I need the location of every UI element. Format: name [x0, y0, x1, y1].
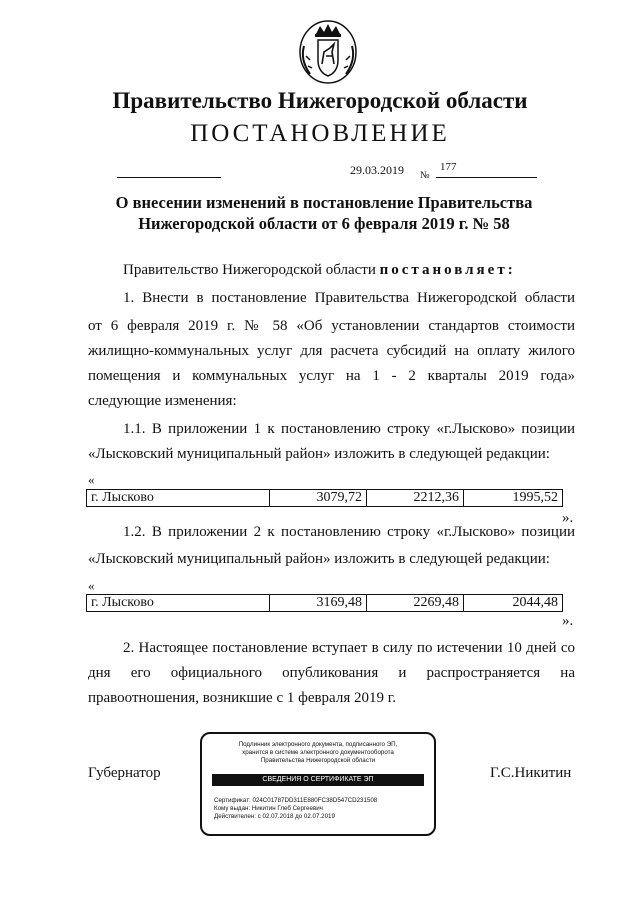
blank-line-left: [117, 177, 221, 178]
item-1-1-line-1: 1.1. В приложении 1 к постановлению строку «г.Лысково» позиции: [123, 421, 575, 437]
table-2: [86, 594, 563, 612]
item-2-line-1: 2. Настоящее постановление вступает в силу по истечении 10 дней со: [123, 640, 575, 656]
signer-position: Губернатор: [88, 765, 161, 781]
item-1-1-line-2: «Лысковский муниципальный район» изложить в следующей редакции:: [88, 446, 550, 462]
table-1: [86, 489, 563, 507]
item-1-2-line-2: «Лысковский муниципальный район» изложить в следующей редакции:: [88, 551, 550, 567]
table-cell-value: 3169,48: [270, 595, 367, 612]
stamp-validity: Действителен: с 02.07.2018 до 02.07.2019: [214, 813, 335, 820]
stamp-issued-to: Кому выдан: Никитин Глеб Сергеевич: [214, 805, 323, 812]
subject-line-2: Нижегородской области от 6 февраля 2019 г. № 58: [138, 214, 510, 233]
item-1-line-4: помещения и коммунальных услуг на 1 - 2 кварталы 2019 года»: [88, 368, 575, 384]
item-1-line-1: 1. Внести в постановление Правительства Нижегородской области: [123, 290, 575, 306]
signer-name: Г.С.Никитин: [490, 765, 572, 781]
document-subject: [100, 192, 548, 234]
item-2-line-3: правоотношения, возникшие с 1 февраля 2019 г.: [88, 690, 396, 706]
number-underline: [436, 177, 537, 178]
stamp-certificate-title: СВЕДЕНИЯ О СЕРТИФИКАТЕ ЭП: [212, 774, 424, 786]
stamp-header-line: хранится в системе электронного документооборота: [242, 749, 394, 756]
number-label: №: [420, 170, 430, 181]
document-number: 177: [440, 161, 457, 173]
table-cell-value: 1995,52: [464, 490, 563, 507]
item-1-line-2: от 6 февраля 2019 г. № 58 «Об установлении стандартов стоимости: [88, 318, 575, 334]
item-1-line-3: жилищно-коммунальных услуг для расчета субсидий на оплату жилого: [88, 343, 575, 359]
document-type: ПОСТАНОВЛЕНИЕ: [190, 120, 450, 147]
quote-close-2: ».: [562, 613, 574, 629]
item-1-2-line-1: 1.2. В приложении 2 к постановлению строку «г.Лысково» позиции: [123, 524, 575, 540]
stamp-header-line: Правительства Нижегородской области: [260, 757, 376, 764]
table-cell-name: г. Лысково: [87, 490, 270, 507]
document-date: 29.03.2019: [350, 163, 404, 177]
table-cell-value: 2212,36: [367, 490, 464, 507]
item-2-line-2: дня его официального опубликования и распространяется на: [88, 665, 575, 681]
quote-open-1: «: [88, 472, 95, 487]
quote-open-2: «: [88, 578, 95, 593]
coat-of-arms-icon: [296, 16, 360, 88]
preamble-action: постановляет:: [379, 262, 516, 278]
preamble-text: Правительство Нижегородской области: [123, 262, 376, 278]
stamp-header-line: Подлинник электронного документа, подписанного ЭП,: [238, 741, 398, 748]
stamp-certificate-number: Сертификат: 024C01787DD311E880FC38D547CD231508: [214, 797, 378, 804]
table-row: [87, 490, 563, 507]
quote-close-1: ».: [562, 510, 574, 526]
organization-title: Правительство Нижегородской области: [112, 88, 528, 113]
subject-line-1: О внесении изменений в постановление Правительства: [115, 193, 533, 212]
preamble: [123, 258, 516, 283]
table-cell-value: 2044,48: [464, 595, 563, 612]
table-cell-value: 3079,72: [270, 490, 367, 507]
item-1-line-5: следующие изменения:: [88, 393, 237, 409]
table-cell-value: 2269,48: [367, 595, 464, 612]
electronic-signature-stamp: [200, 732, 436, 836]
table-cell-name: г. Лысково: [87, 595, 270, 612]
table-row: [87, 595, 563, 612]
